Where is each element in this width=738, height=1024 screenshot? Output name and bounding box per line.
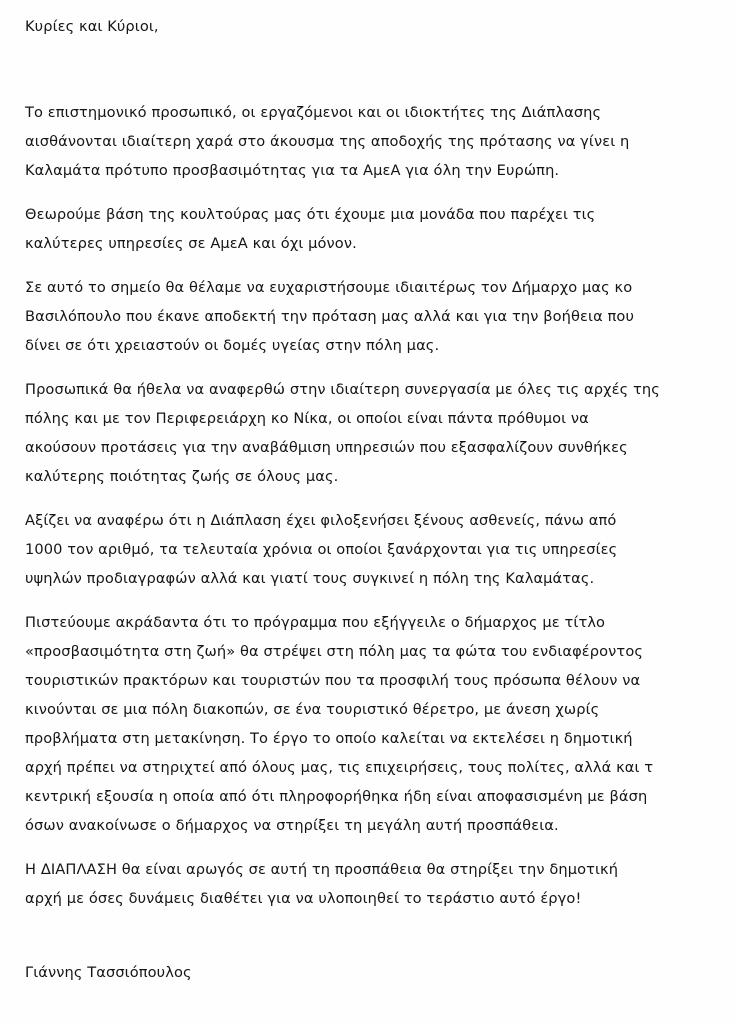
paragraph-1-line-1: Το επιστημονικό προσωπικό, οι εργαζόμενοι και οι ιδιοκτήτες της Διάπλασης — [25, 104, 602, 121]
paragraph-3-line-2: Βασιλόπουλο που έκανε αποδεκτή την πρόταση μας αλλά και για την βοήθεια που — [25, 308, 634, 325]
paragraph-7-line-2: αρχή με όσες δυνάμεις διαθέτει για να υλοποιηθεί το τεράστιο αυτό έργο! — [25, 890, 582, 907]
paragraph-7-line-1: Η ΔΙΑΠΛΑΣΗ θα είναι αρωγός σε αυτή τη προσπάθεια θα στηρίξει την δημοτική — [25, 861, 619, 878]
paragraph-2-line-2: καλύτερες υπηρεσίες σε ΑμεΑ και όχι μόνον. — [25, 235, 357, 252]
paragraph-4-line-3: ακούσουν προτάσεις για την αναβάθμιση υπηρεσιών που εξασφαλίζουν συνθήκες — [25, 439, 628, 456]
salutation: Κυρίες και Κύριοι, — [25, 18, 159, 35]
paragraph-6-line-7: κεντρική εξουσία η οποία από ότι πληροφορήθηκα ήδη είναι αποφασισμένη με βάση — [25, 788, 648, 805]
paragraph-5-line-2: 1000 τον αριθμό, τα τελευταία χρόνια οι οποίοι ξανάρχονται για τις υπηρεσίες — [25, 541, 618, 558]
paragraph-5-line-3: υψηλών προδιαγραφών αλλά και γιατί τους συγκινεί η πόλη της Καλαμάτας. — [25, 570, 595, 587]
paragraph-1-line-3: Καλαμάτα πρότυπο προσβασιμότητας για τα ΑμεΑ για όλη την Ευρώπη. — [25, 162, 560, 179]
paragraph-3-line-3: δίνει σε ότι χρειαστούν οι δομές υγείας στην πόλη μας. — [25, 337, 440, 354]
paragraph-6-line-4: κινούνται σε μια πόλη διακοπών, σε ένα τουριστικό θέρετρο, με άνεση χωρίς — [25, 701, 600, 718]
paragraph-6-line-8: όσων ανακοίνωσε ο δήμαρχος να στηρίξει τη μεγάλη αυτή προσπάθεια. — [25, 817, 559, 834]
paragraph-6-line-2: «προσβασιμότητα στη ζωή» θα στρέψει στη πόλη μας τα φώτα του ενδιαφέροντος — [25, 643, 644, 660]
paragraph-4-line-4: καλύτερης ποιότητας ζωής σε όλους μας. — [25, 468, 339, 485]
paragraph-4-line-2: πόλης και με τον Περιφερειάρχη κο Νίκα, οι οποίοι είναι πάντα πρόθυμοι να — [25, 410, 589, 427]
paragraph-6-line-6: αρχή πρέπει να στηριχτεί από όλους μας, τις επιχειρήσεις, τους πολίτες, αλλά και τ — [25, 759, 654, 776]
signature: Γιάννης Τασσιόπουλος — [25, 964, 192, 981]
paragraph-1-line-2: αισθάνονται ιδιαίτερη χαρά στο άκουσμα της αποδοχής της πρότασης να γίνει η — [25, 133, 630, 150]
paragraph-6-line-5: προβλήματα στη μετακίνηση. Το έργο το οποίο καλείται να εκτελέσει η δημοτική — [25, 730, 633, 747]
paragraph-6-line-1: Πιστεύουμε ακράδαντα ότι το πρόγραμμα που εξήγγειλε ο δήμαρχος με τίτλο — [25, 614, 606, 631]
paragraph-5-line-1: Αξίζει να αναφέρω ότι η Διάπλαση έχει φιλοξενήσει ξένους ασθενείς, πάνω από — [25, 512, 617, 529]
paragraph-2-line-1: Θεωρούμε βάση της κουλτούρας μας ότι έχουμε μια μονάδα που παρέχει τις — [25, 206, 596, 223]
paragraph-3-line-1: Σε αυτό το σημείο θα θέλαμε να ευχαριστήσουμε ιδιαιτέρως τον Δήμαρχο μας κο — [25, 279, 633, 296]
paragraph-6-line-3: τουριστικών πρακτόρων και τουριστών που τα προσφιλή τους πρόσωπα θέλουν να — [25, 672, 641, 689]
paragraph-4-line-1: Προσωπικά θα ήθελα να αναφερθώ στην ιδιαίτερη συνεργασία με όλες τις αρχές της — [25, 381, 660, 398]
